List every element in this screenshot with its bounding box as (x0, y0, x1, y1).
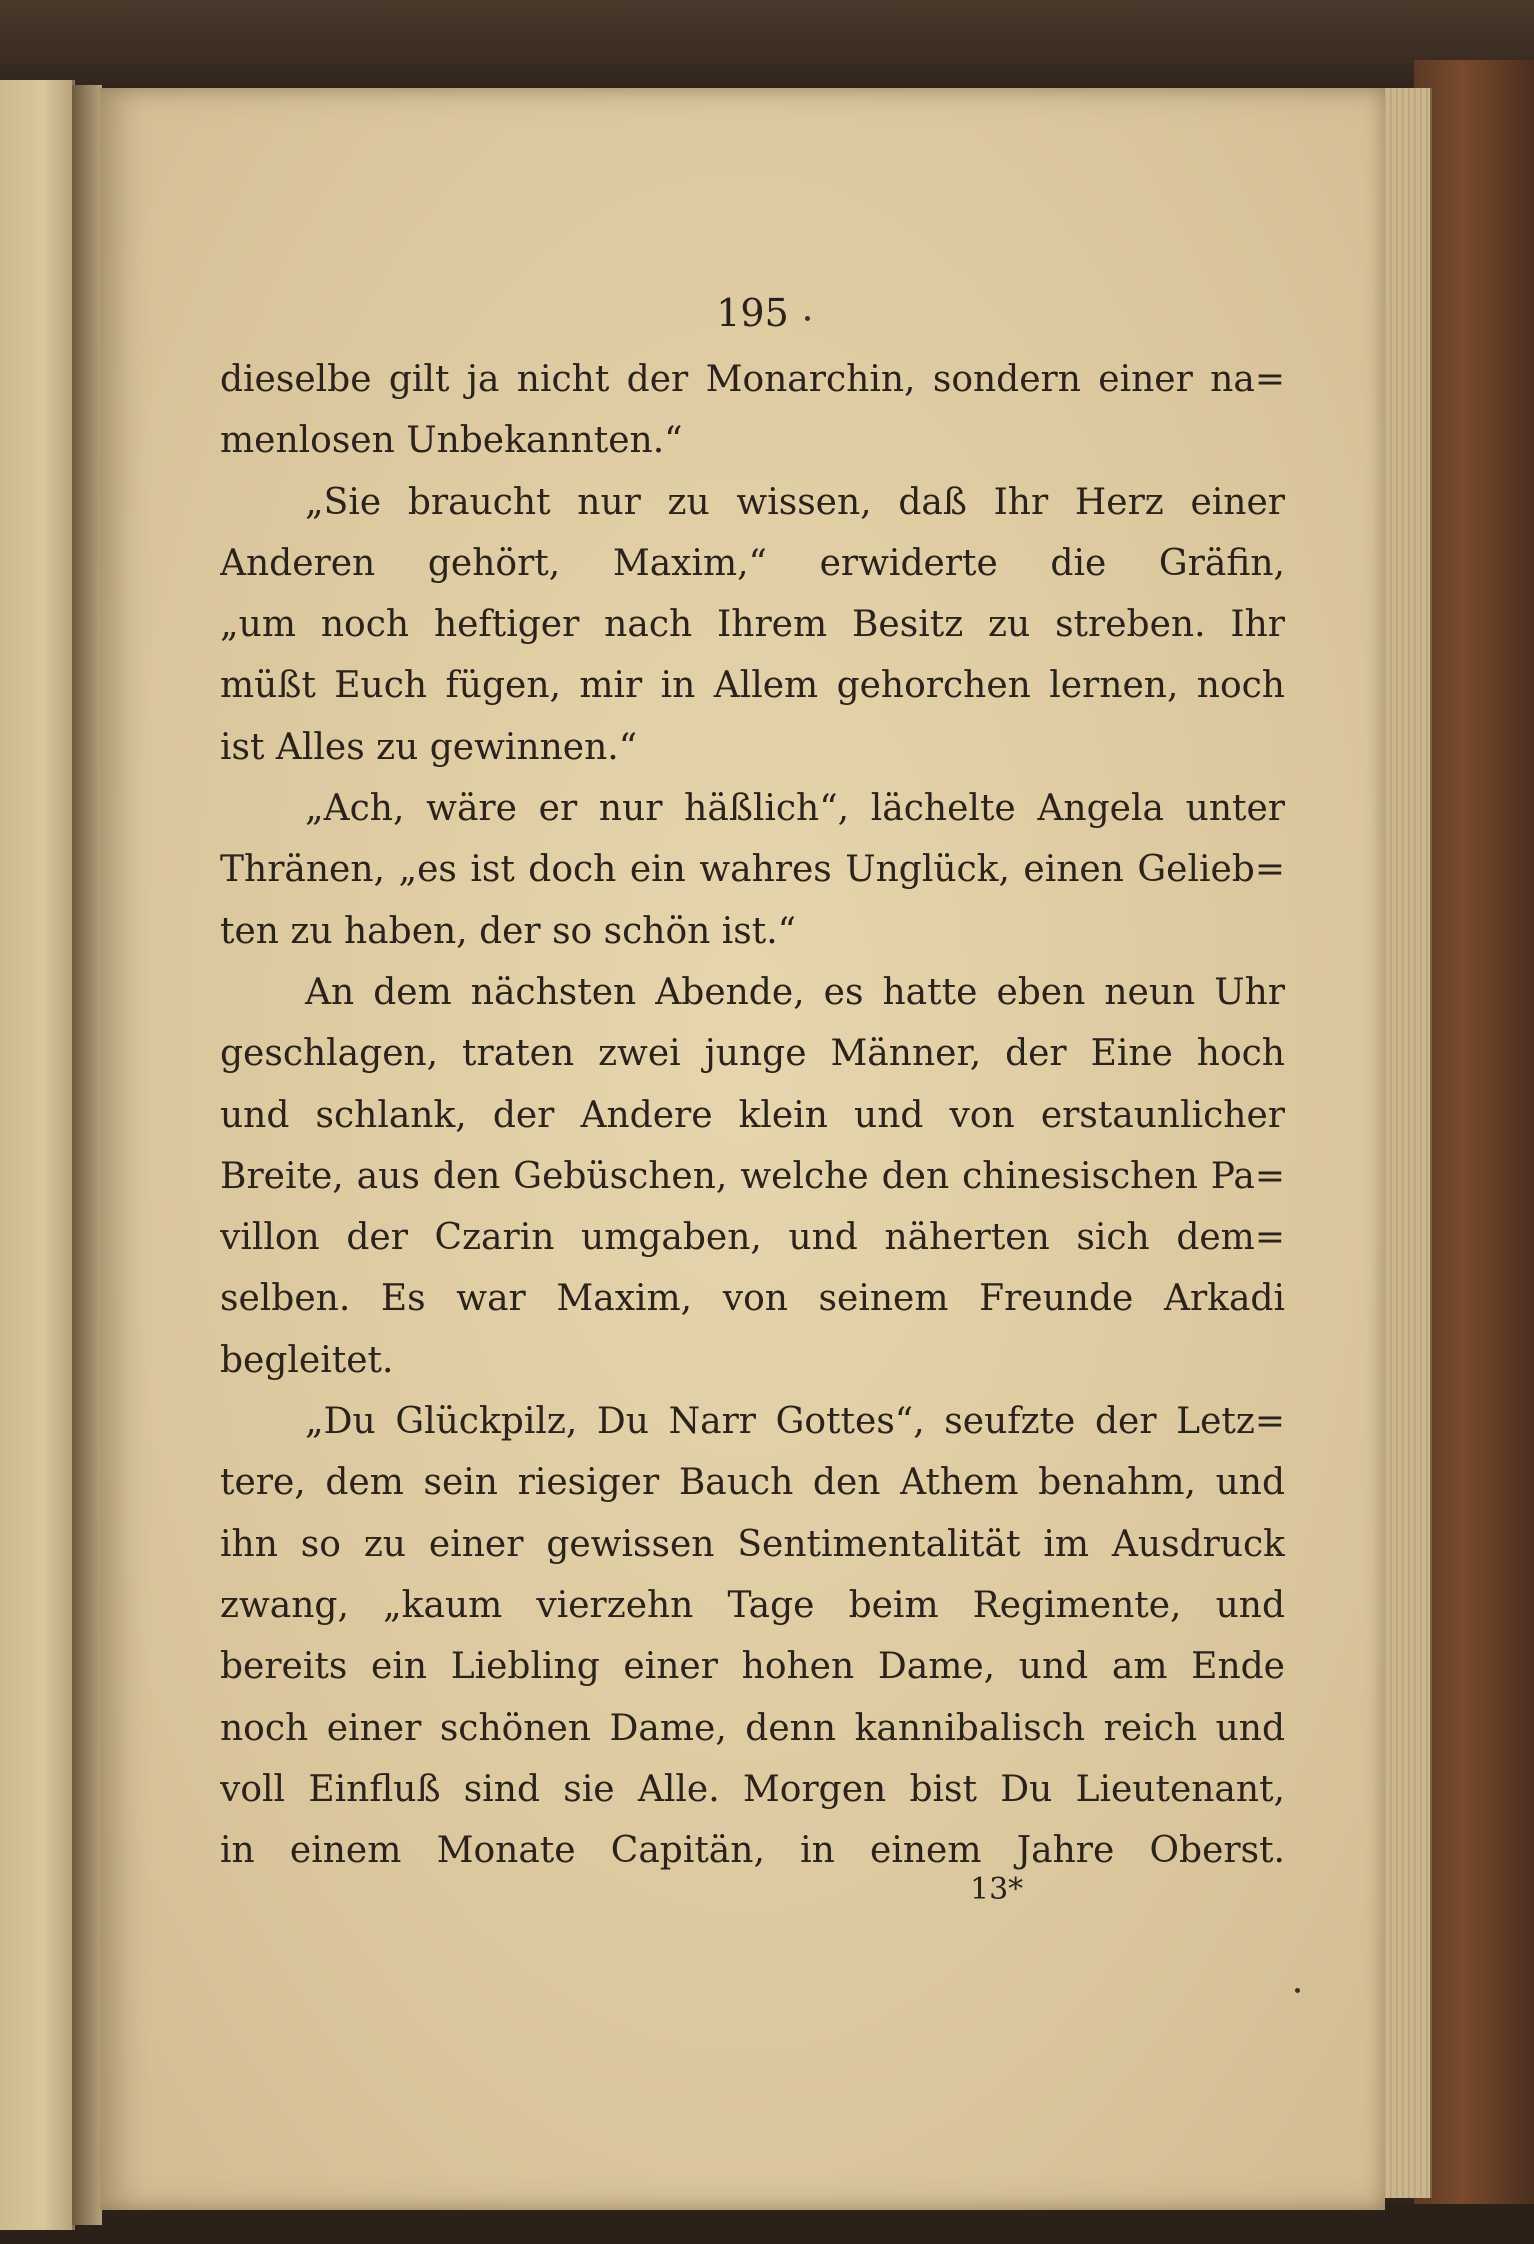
text-line: „Ach, wäre er nur häßlich“, lächelte Angela unter (305, 788, 1285, 830)
paper-speck (805, 316, 810, 321)
book-gutter (72, 85, 102, 2225)
text-line: geschlagen, traten zwei junge Männer, der Eine hoch (220, 1033, 1285, 1075)
text-line: ist Alles zu gewinnen.“ (220, 726, 638, 768)
text-line: und schlank, der Andere klein und von erstaunlicher (220, 1094, 1285, 1136)
text-line: bereits ein Liebling einer hohen Dame, und am Ende (220, 1646, 1285, 1688)
text-line: „Sie braucht nur zu wissen, daß Ihr Herz einer (305, 481, 1285, 523)
text-line: ihn so zu einer gewissen Sentimentalität im Ausdruck (220, 1523, 1285, 1565)
book-cover-top-edge (0, 0, 1534, 95)
text-line: Thränen, „es ist doch ein wahres Unglück, einen Gelieb= (220, 849, 1285, 891)
page-stack-edge (1380, 88, 1432, 2198)
text-line: villon der Czarin umgaben, und näherten sich dem= (220, 1217, 1285, 1259)
book-cover-bottom-edge (0, 2204, 1534, 2244)
text-line: tere, dem sein riesiger Bauch den Athem benahm, und (220, 1462, 1285, 1504)
text-line: Breite, aus den Gebüschen, welche den chinesischen Pa= (220, 1155, 1285, 1197)
page-text-block (220, 283, 1285, 1881)
book-cover-right-edge (1414, 60, 1534, 2244)
text-line: in einem Monate Capitän, in einem Jahre Oberst. (220, 1830, 1285, 1872)
text-line: selben. Es war Maxim, von seinem Freunde Arkadi (220, 1278, 1285, 1320)
text-line: müßt Euch fügen, mir in Allem gehorchen lernen, noch (220, 665, 1285, 707)
text-line: ten zu haben, der so schön ist.“ (220, 910, 797, 952)
text-line: menlosen Unbekannten.“ (220, 420, 683, 462)
paper-speck (1295, 1988, 1300, 1993)
text-line: An dem nächsten Abende, es hatte eben neun Uhr (305, 971, 1285, 1013)
page-number: 195 (716, 291, 789, 335)
book-page (100, 88, 1385, 2210)
signature-mark: 13* (970, 1872, 1024, 1907)
text-line: „um noch heftiger nach Ihrem Besitz zu streben. Ihr (220, 604, 1285, 646)
text-line: begleitet. (220, 1339, 394, 1381)
text-line: zwang, „kaum vierzehn Tage beim Regimente, und (220, 1584, 1285, 1626)
text-line: Anderen gehört, Maxim,“ erwiderte die Gräfin, (220, 542, 1285, 584)
text-line: voll Einfluß sind sie Alle. Morgen bist Du Lieutenant, (220, 1768, 1285, 1810)
facing-page-edge (0, 80, 75, 2230)
text-lines (220, 349, 1285, 1881)
text-line: dieselbe gilt ja nicht der Monarchin, sondern einer na= (220, 359, 1285, 400)
text-line: „Du Glückpilz, Du Narr Gottes“, seufzte der Letz= (305, 1401, 1285, 1443)
text-line: noch einer schönen Dame, denn kannibalisch reich und (220, 1707, 1285, 1749)
